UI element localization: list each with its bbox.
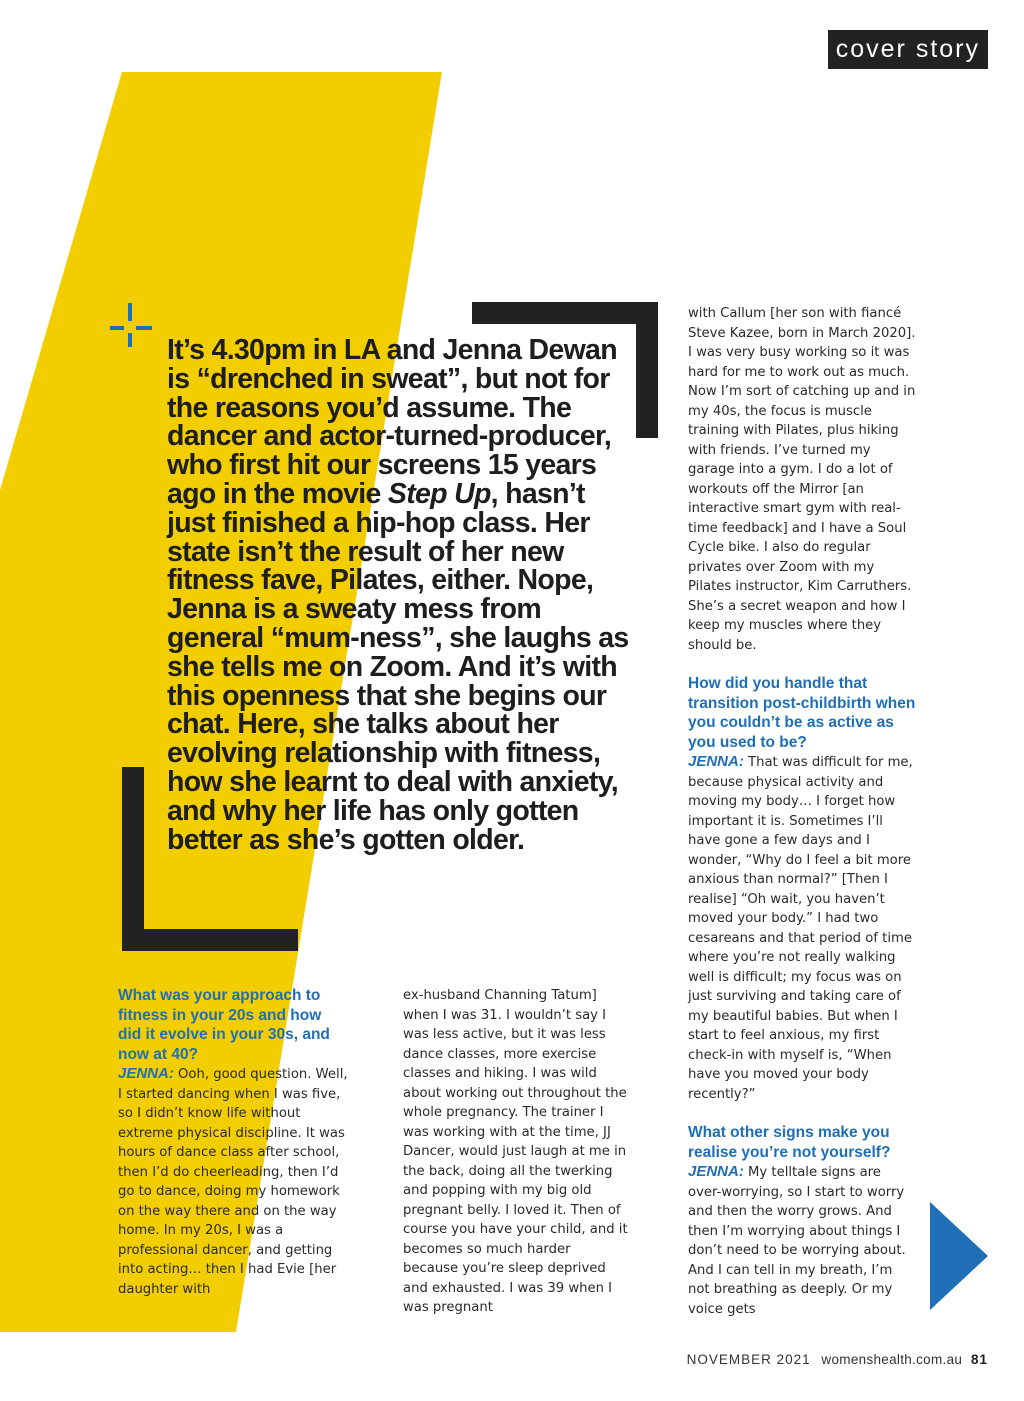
- page-number: 81: [970, 1352, 988, 1367]
- question-2: How did you handle that transition post-childbirth when you couldn’t be as active as you used to be?: [688, 675, 916, 751]
- article-column-2: [403, 986, 628, 1318]
- article-column-1: [118, 986, 348, 1299]
- question-3: What other signs make you realise you’re not yourself?: [688, 1124, 891, 1161]
- intro-standfirst: [167, 336, 637, 854]
- answer-2: [688, 752, 918, 1104]
- intro-film-title: Step Up: [387, 477, 491, 510]
- speaker-label: JENNA:: [688, 1163, 744, 1180]
- answer-2-text: That was difficult for me, because physical activity and moving my body… I forget how important it is. Sometimes I’ll have gone a few days and I wonder, “Why do I feel a bit more anxious than normal?” [Then I realise] “Oh wait, you haven’t moved your body.” I had two cesareans and that period of time where you’re not really walking well is difficult; my focus was on just surviving and taking care of my beautiful babies. But when I start to feel anxious, my first check-in with myself is, “When have you moved your body recently?”: [688, 755, 913, 1102]
- question-1: What was your approach to fitness in your 20s and how did it evolve in your 30s, and now at 40?: [118, 987, 330, 1063]
- website: womenshealth.com.au: [821, 1352, 963, 1367]
- speaker-label: JENNA:: [688, 753, 744, 770]
- answer-3: [688, 1162, 918, 1319]
- speaker-label: JENNA:: [118, 1065, 174, 1082]
- answer-1-part-1: [118, 1064, 348, 1299]
- intro-text-part-2: , hasn’t just finished a hip-hop class. Her state isn’t the result of her new fitness fave, Pilates, either. Nope, Jenna is a sweaty mess from general “mum-ness”, she laughs as she tells me on Zoom. And it’s with this openness that she begins our chat. Here, she talks about her evolving relationship with fitness, how she learnt to deal with anxiety, and why her life has only gotten better as she’s gotten older.: [167, 477, 629, 856]
- paragraph-gap: [688, 655, 918, 674]
- answer-1-part-2: ex-husband Channing Tatum] when I was 31. I wouldn’t say I was less active, but it was less dance classes, more exercise classes and hiking. I was wild about working out throughout the whole pregnancy. The trainer I was working with at the time, JJ Dancer, would just laugh at me in the back, doing all the twerking and popping with my big old pregnant belly. I loved it. Then of course you have your child, and it becomes so much harder because you’re sleep deprived and exhausted. I was 39 when I was pregnant: [403, 988, 628, 1315]
- intro-text-part-1: It’s 4.30pm in LA and Jenna Dewan is “drenched in sweat”, but not for the reasons you’d assume. The dancer and actor-turned-producer, who first hit our screens 15 years ago in the movie: [167, 334, 617, 510]
- answer-1-text: Ooh, good question. Well, I started dancing when I was five, so I didn’t know life without extreme physical discipline. It was hours of dance class after school, then I’d do cheerleading, then I’d go to dance, doing my homework on the way there and on the way home. In my 20s, I was a professional dancer, and getting into acting… then I had Evie [her daughter with: [118, 1067, 348, 1297]
- paragraph-gap: [688, 1104, 918, 1123]
- continue-arrow-icon: [928, 1200, 990, 1312]
- answer-3-text: My telltale signs are over-worrying, so I start to worry and then the worry grows. And then I’m worrying about things I don’t need to be worrying about. And I can tell in my breath, I’m not breathing as deeply. Or my voice gets: [688, 1165, 906, 1317]
- article-column-3: [688, 304, 918, 1319]
- answer-1-part-3: with Callum [her son with fiancé Steve Kazee, born in March 2020]. I was very busy working so it was hard for me to work out as much. Now I’m sort of catching up and in my 40s, the focus is muscle training with Pilates, plus hiking with friends. I’ve turned my garage into a gym. I do a lot of workouts off the Mirror [an interactive smart gym with real-time feedback] and I have a Soul Cycle bike. I also do regular privates over Zoom with my Pilates instructor, Kim Carruthers. She’s a secret weapon and how I keep my muscles where they should be.: [688, 306, 916, 653]
- issue-date: NOVEMBER 2021: [686, 1352, 811, 1367]
- crosshair-icon: [110, 303, 154, 347]
- page-footer: [687, 1352, 988, 1367]
- section-label: cover story: [828, 30, 988, 69]
